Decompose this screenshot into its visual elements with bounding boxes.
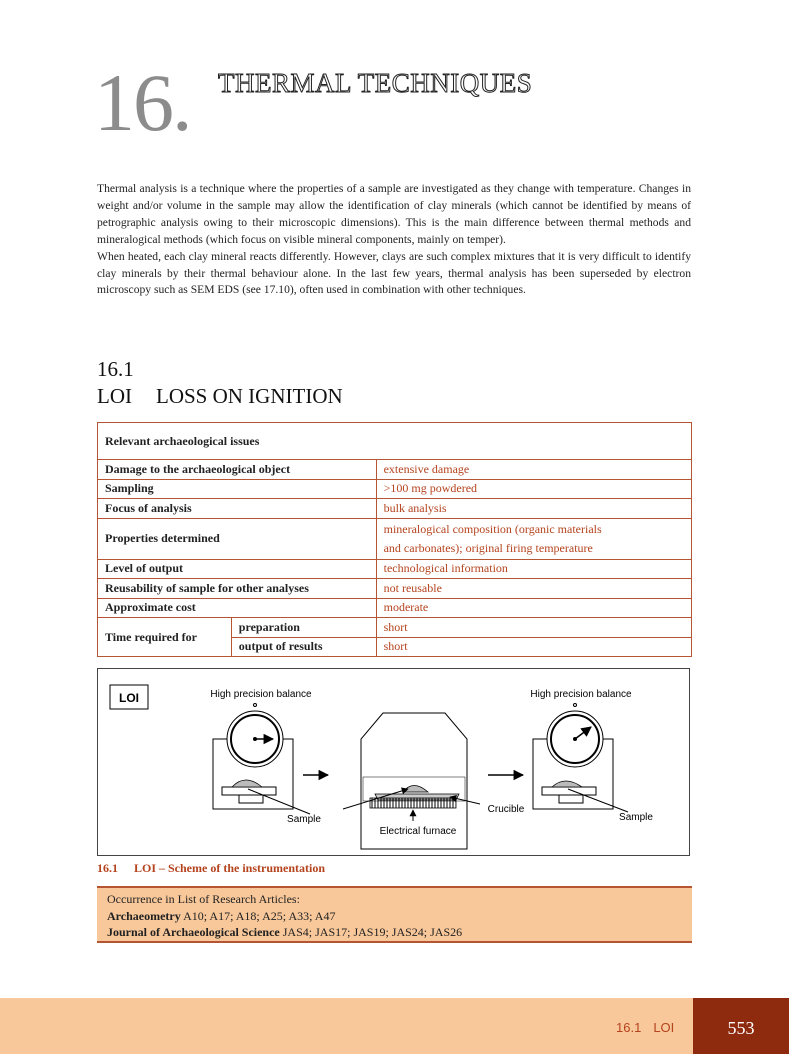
- journal-refs: A10; A17; A18; A25; A33; A47: [183, 908, 336, 923]
- table-row: [98, 460, 692, 480]
- table-row: [98, 479, 692, 499]
- row-value: short: [376, 637, 691, 657]
- occurrence-heading: Occurrence in List of Research Articles:: [107, 892, 300, 906]
- row-key: Focus of analysis: [98, 499, 377, 519]
- occurrence-line-2: [107, 924, 682, 941]
- furnace: [343, 713, 525, 849]
- row-value-line-1: mineralogical composition (organic materials: [383, 521, 602, 536]
- row-value: [376, 518, 691, 559]
- sample-left-label: Sample: [287, 814, 321, 825]
- row-key: Reusability of sample for other analyses: [98, 579, 377, 599]
- row-value: moderate: [376, 598, 691, 618]
- row-key: Sampling: [98, 479, 377, 499]
- journal-refs: JAS4; JAS17; JAS19; JAS24; JAS26: [282, 925, 463, 939]
- row-subkey: output of results: [231, 637, 376, 657]
- occurrence-line-1: [107, 908, 682, 925]
- balance-right-label: High precision balance: [530, 689, 632, 700]
- row-key: Time required for: [98, 618, 232, 657]
- chapter-title: THERMAL TECHNIQUES: [218, 68, 533, 98]
- balance-left-label: High precision balance: [210, 689, 312, 700]
- table-row: [98, 499, 692, 519]
- section-abbr: LOI: [97, 384, 132, 408]
- figure-caption: [97, 861, 325, 876]
- section-heading: [97, 384, 343, 409]
- journal-name: Archaeometry: [107, 908, 181, 923]
- occurrence-box: [97, 886, 692, 943]
- section-number: 16.1: [97, 357, 134, 381]
- crucible-label: Crucible: [487, 804, 525, 815]
- row-value-line-2: and carbonates); original firing temperature: [383, 540, 593, 555]
- page-number: 553: [727, 1018, 755, 1038]
- intro-paragraph-2: When heated, each clay mineral reacts differently. However, clays are such complex mixtures that it is very difficult to identify clay minerals by their thermal behaviour alone. In the last few years, thermal analysis has been superseded by electron microscopy such as SEM EDS (see 17.10), often used in combination with other techniques.: [97, 249, 691, 297]
- table-row: [98, 598, 692, 618]
- balance-left: [210, 689, 321, 825]
- row-key: Approximate cost: [98, 598, 377, 618]
- footer-section: [616, 1020, 674, 1035]
- table-row: [98, 559, 692, 579]
- row-value: not reusable: [376, 579, 691, 599]
- row-key: Damage to the archaeological object: [98, 460, 377, 480]
- issues-table: [97, 422, 692, 657]
- table-header-row: [98, 423, 692, 460]
- row-value: technological information: [376, 559, 691, 579]
- table-row: [98, 618, 692, 638]
- intro-paragraph-1: Thermal analysis is a technique where the properties of a sample are investigated as they change with temperature. Changes in weight and/or volume in the sample may allow the identification of clay minerals (which cannot be identified by means of petrographic analysis owing to their microscopic dimensions). This is the main difference between thermal methods and mineralogical methods (which focus on visible mineral components, mainly on temper).: [97, 182, 691, 246]
- row-key: Properties determined: [98, 518, 377, 559]
- sample-right-label: Sample: [619, 812, 653, 823]
- loi-tag-label: LOI: [119, 691, 139, 705]
- table-row: [98, 518, 692, 559]
- journal-name: Journal of Archaeological Science: [107, 925, 280, 939]
- row-key: Level of output: [98, 559, 377, 579]
- table-row: [98, 579, 692, 599]
- footer-section-number: 16.1: [616, 1020, 642, 1035]
- chapter-number: 16.: [94, 57, 191, 148]
- row-value: short: [376, 618, 691, 638]
- row-value: >100 mg powdered: [376, 479, 691, 499]
- figure-caption-text: LOI – Scheme of the instrumentation: [134, 861, 325, 875]
- footer-section-abbr: LOI: [653, 1020, 675, 1035]
- section-title: LOSS ON IGNITION: [156, 384, 343, 408]
- figure-caption-number: 16.1: [97, 861, 118, 875]
- instrumentation-diagram: [98, 669, 689, 855]
- row-value: bulk analysis: [376, 499, 691, 519]
- row-value: extensive damage: [376, 460, 691, 480]
- intro-text: [97, 181, 691, 299]
- furnace-label: Electrical furnace: [379, 826, 457, 837]
- table-header: Relevant archaeological issues: [98, 423, 692, 460]
- instrumentation-figure: [97, 668, 690, 856]
- balance-right: [530, 689, 653, 823]
- row-subkey: preparation: [231, 618, 376, 638]
